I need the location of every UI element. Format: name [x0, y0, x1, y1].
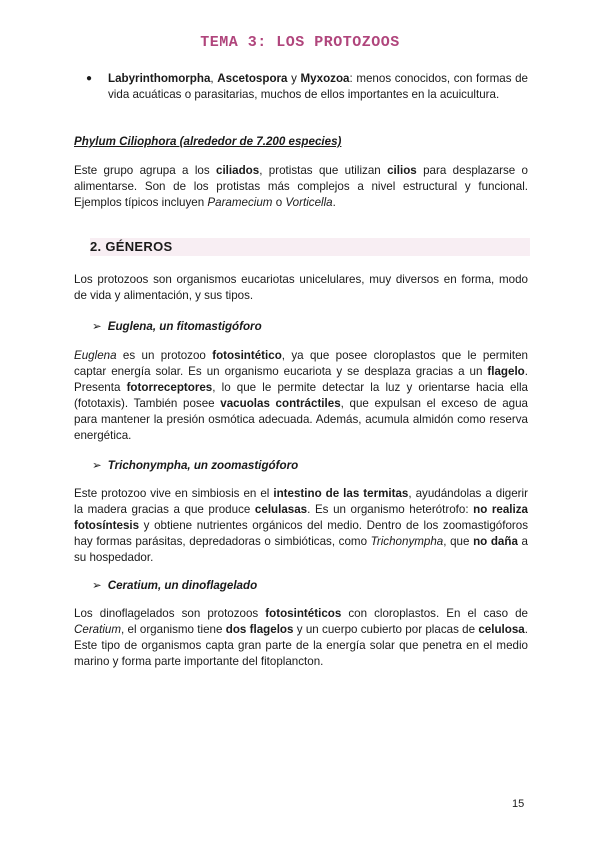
ceratium-paragraph: [74, 606, 528, 670]
text: , ayudándolas a digerir la madera gracias a que produce: [74, 487, 528, 516]
term: no realiza fotosíntesis: [74, 503, 528, 532]
text: Los dinoflagelados son protozoos: [74, 607, 266, 620]
text: , el organismo tiene: [121, 623, 226, 636]
phylum-heading-text: Phylum Ciliophora (alrededor de 7.200 especies): [74, 135, 342, 148]
phylum-paragraph: [74, 163, 528, 211]
species-name: Vorticella: [285, 196, 333, 209]
section-intro: Los protozoos son organismos eucariotas unicelulares, muy diversos en forma, modo de vida y alimentación, y sus tipos.: [74, 273, 528, 302]
text: , ya que posee cloroplastos que le permiten captar energía solar. Es un organismo eucariota y se desplaza gracias a un: [74, 349, 528, 378]
subheading-text: Trichonympha, un zoomastigóforo: [107, 459, 299, 472]
text: con cloroplastos. En el caso de: [341, 607, 528, 620]
text: , que expulsan el exceso de agua para mantener la presión osmótica adecuada. Además, acumula almidón como reserva energética.: [74, 397, 528, 442]
text: Este grupo agrupa a los: [74, 164, 217, 177]
subheading-text: Ceratium, un dinoflagelado: [107, 579, 258, 592]
section-heading: 2. GÉNEROS: [90, 238, 530, 256]
page-number: 15: [512, 798, 525, 810]
species-name: Paramecium: [207, 196, 273, 209]
arrow-icon: ➢: [92, 320, 102, 333]
arrow-icon: ➢: [92, 579, 102, 592]
text: . Este tipo de organismos capta gran parte de la energía solar que penetra en el medio marino y forma parte importante del fitoplancton.: [74, 623, 528, 668]
term: celulosa: [478, 623, 525, 636]
ceratium-heading: [92, 578, 257, 594]
trichonympha-paragraph: [74, 486, 528, 566]
term: fotosintético: [212, 349, 282, 362]
species-name: Ceratium: [74, 623, 122, 636]
bullet-dot: ●: [86, 73, 93, 84]
text: y un cuerpo cubierto por placas de: [293, 623, 479, 636]
text: . Presenta: [74, 365, 528, 394]
text: a su hospedador.: [74, 535, 528, 564]
term: Ascetospora: [217, 72, 288, 85]
term: dos flagelos: [225, 623, 294, 636]
text: para desplazarse o alimentarse. Son de los protistas más complejos a nivel estructural y funcional. Ejemplos típicos incluyen: [74, 164, 528, 209]
phylum-heading: [74, 134, 528, 150]
text: , que: [443, 535, 474, 548]
page-title: TEMA 3: LOS PROTOZOOS: [200, 34, 400, 51]
trichonympha-heading: [92, 458, 298, 474]
text: es un protozoo: [116, 349, 213, 362]
text: : menos conocidos, con formas de vida acuáticas o parasitarias, muchos de ellos importantes en la acuicultura.: [108, 72, 528, 101]
species-name: Euglena: [74, 349, 117, 362]
text: y: [287, 72, 301, 85]
term: fotorreceptores: [126, 381, 213, 394]
euglena-heading: [92, 319, 262, 335]
euglena-paragraph: [74, 348, 528, 444]
text: , protistas que utilizan: [259, 164, 388, 177]
term: fotosintéticos: [265, 607, 342, 620]
subheading-text: Euglena, un fitomastigóforo: [107, 320, 262, 333]
arrow-icon: ➢: [92, 459, 102, 472]
term: vacuolas contráctiles: [220, 397, 341, 410]
text: Este protozoo vive en simbiosis en el: [74, 487, 274, 500]
text: . Es un organismo heterótrofo:: [307, 503, 474, 516]
text: o: [272, 196, 286, 209]
term: celulasas: [254, 503, 308, 516]
term: no daña: [473, 535, 518, 548]
text: , lo que le permite detectar la luz y orientarse hacia ella (fototaxis). También posee: [74, 381, 529, 410]
text: ,: [210, 72, 218, 85]
term: Myxozoa: [300, 72, 350, 85]
term: Labyrinthomorpha: [108, 72, 211, 85]
term: cilios: [387, 164, 417, 177]
term: intestino de las termitas: [273, 487, 409, 500]
species-name: Trichonympha: [370, 535, 444, 548]
term: ciliados: [216, 164, 260, 177]
text: y obtiene nutrientes orgánicos del medio. Dentro de los zoomastigóforos hay formas parásitas, depredadoras o simbióticas, como: [74, 519, 528, 548]
bullet-text: [88, 71, 528, 103]
term: flagelo: [487, 365, 525, 378]
text: .: [332, 196, 336, 209]
bullet-item: [88, 71, 528, 103]
